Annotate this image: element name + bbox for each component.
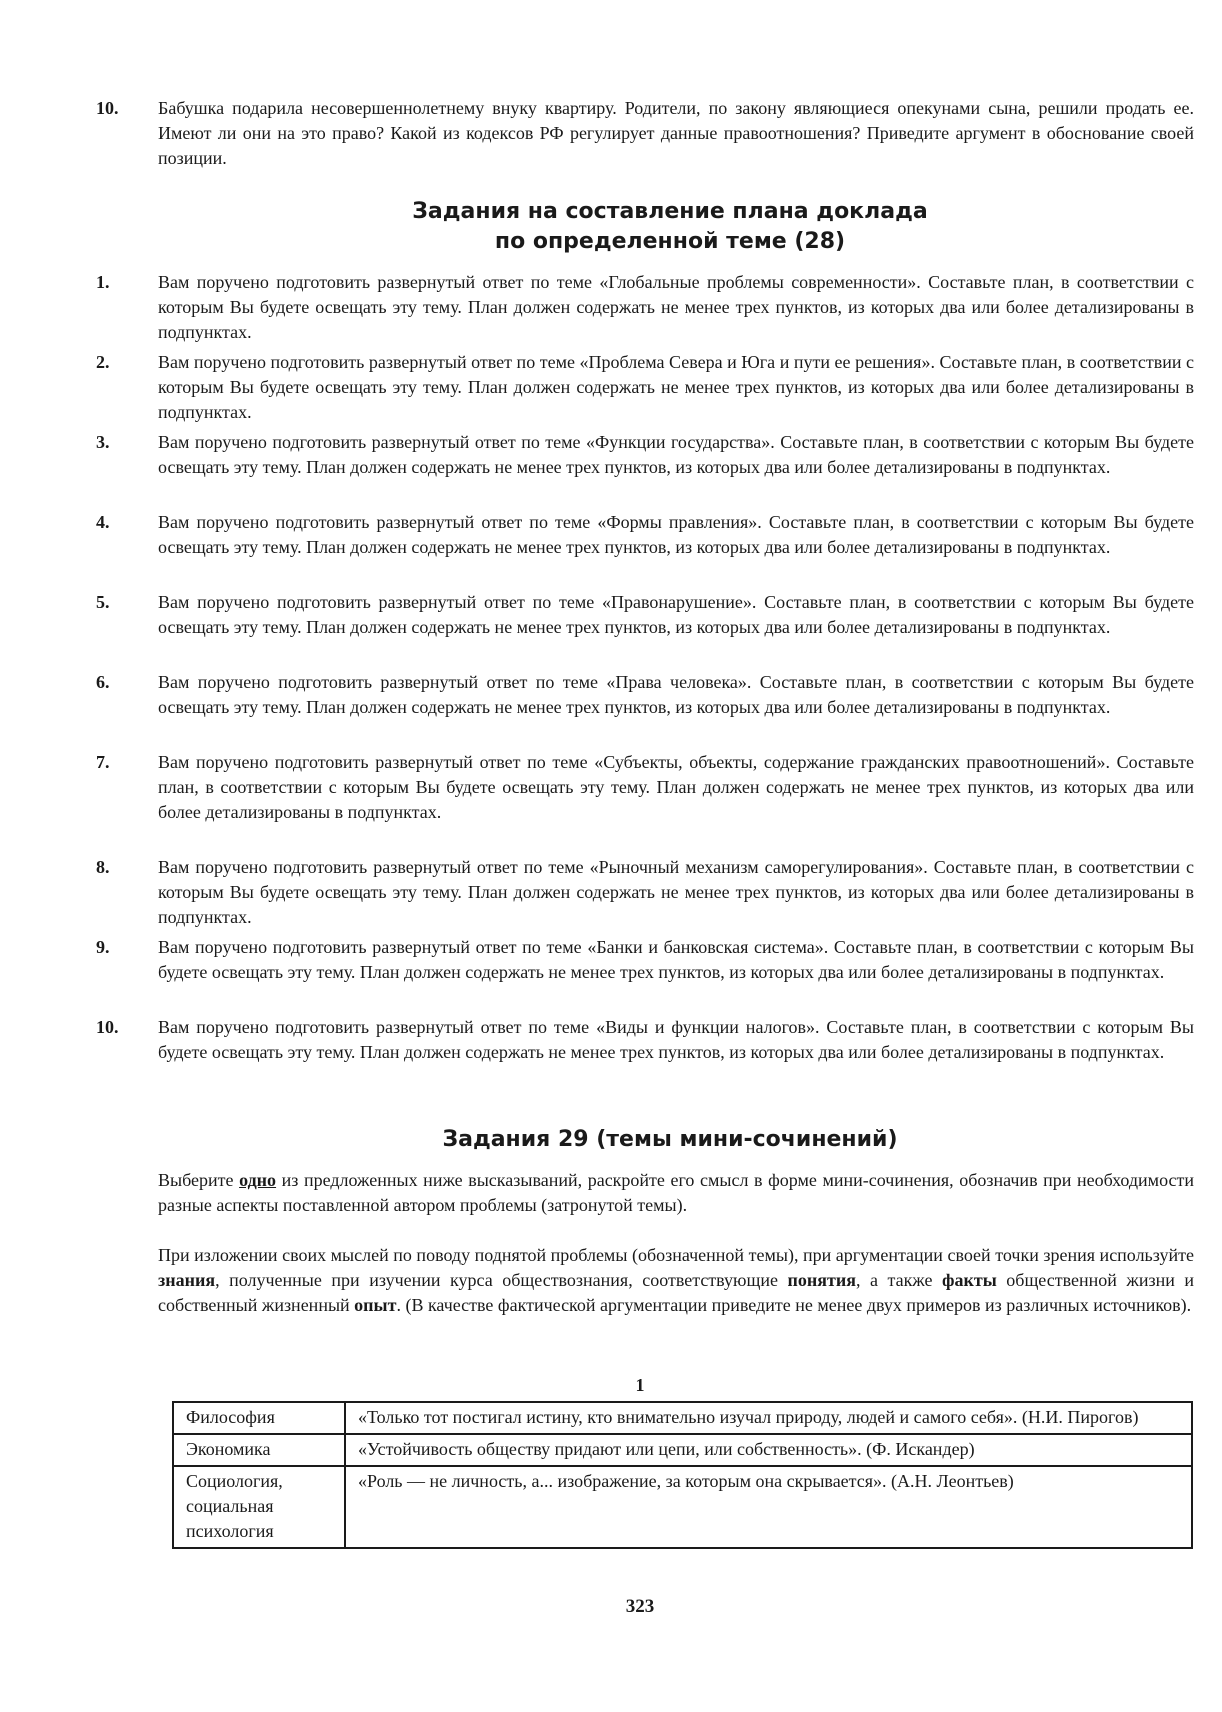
quote-cell: «Только тот постигал истину, кто внимательно изучал природу, людей и самого себя». (Н.И. Пирогов) <box>345 1402 1192 1434</box>
intro-bold: понятия <box>787 1270 856 1290</box>
intro-text: , а также <box>855 1270 943 1290</box>
task-text: Вам поручено подготовить развернутый ответ по теме «Виды и функции налогов». Составьте план, в соответствии с которым Вы будете освещать эту тему. План должен содержать не менее трех пунктов, из которых два или более детализированы в подпунктах. <box>158 1017 1194 1062</box>
task-number: 9. <box>96 937 110 957</box>
task-text: Вам поручено подготовить развернутый ответ по теме «Проблема Севера и Юга и пути ее решения». Составьте план, в соответствии с которым Вы будете освещать эту тему. План должен содержать не менее трех пунктов, из которых два или более детализированы в подпунктах. <box>158 352 1194 422</box>
task-number: 10. <box>96 98 119 118</box>
intro-text: Выберите <box>158 1170 240 1190</box>
task-text: Вам поручено подготовить развернутый ответ по теме «Формы правления». Составьте план, в соответствии с которым Вы будете освещать эту тему. План должен содержать не менее трех пунктов, из которых два или более детализированы в подпунктах. <box>158 512 1194 557</box>
section-29-intro-2 <box>158 1243 1194 1318</box>
subject-cell: Экономика <box>173 1434 345 1466</box>
subject-cell: Социология, социальная психология <box>173 1466 345 1548</box>
section-28-title-line1: Задания на составление плана доклада <box>412 199 928 224</box>
task-number: 8. <box>96 857 110 877</box>
intro-bold: знания <box>158 1270 216 1290</box>
task-text: Бабушка подарила несовершеннолетнему внуку квартиру. Родители, по закону являющиеся опекунами сына, решили продать ее. Имеют ли они на это право? Какой из кодексов РФ регулирует данные правоотношения? Приведите аргумент в обоснование своей позиции. <box>158 98 1194 168</box>
task-number: 4. <box>96 512 110 532</box>
task-text: Вам поручено подготовить развернутый ответ по теме «Права человека». Составьте план, в соответствии с которым Вы будете освещать эту тему. План должен содержать не менее трех пунктов, из которых два или более детализированы в подпунктах. <box>158 672 1194 717</box>
table-row <box>173 1466 1192 1548</box>
task-text: Вам поручено подготовить развернутый ответ по теме «Правонарушение». Составьте план, в соответствии с которым Вы будете освещать эту тему. План должен содержать не менее трех пунктов, из которых два или более детализированы в подпунктах. <box>158 592 1194 637</box>
subject-cell: Философия <box>173 1402 345 1434</box>
task-text: Вам поручено подготовить развернутый ответ по теме «Рыночный механизм саморегулирования». Составьте план, в соответствии с которым Вы будете освещать эту тему. План должен содержать не менее трех пунктов, из которых два или более детализированы в подпунктах. <box>158 857 1194 927</box>
table-row <box>173 1434 1192 1466</box>
plan-task-8 <box>96 855 1196 930</box>
plan-task-2 <box>96 350 1196 425</box>
task-number: 10. <box>96 1017 119 1037</box>
intro-bold: опыт <box>354 1295 397 1315</box>
task-number: 7. <box>96 752 110 772</box>
intro-text: . (В качестве фактической аргументации приведите не менее двух примеров из различных источников). <box>396 1295 1192 1315</box>
quote-cell: «Устойчивость обществу придают или цепи, или собственность». (Ф. Искандер) <box>345 1434 1192 1466</box>
quote-cell: «Роль — не личность, а... изображение, за которым она скрывается». (А.Н. Леонтьев) <box>345 1466 1192 1548</box>
section-28-title-line2: по определенной теме (28) <box>494 229 846 254</box>
plan-task-1 <box>96 270 1196 345</box>
page-number: 323 <box>625 1596 655 1617</box>
intro-text: , полученные при изучении курса обществознания, соответствующие <box>215 1270 788 1290</box>
task-text: Вам поручено подготовить развернутый ответ по теме «Субъекты, объекты, содержание гражданских правоотношений». Составьте план, в соответствии с которым Вы будете освещать эту тему. План должен содержать не менее трех пунктов, из которых два или более детализированы в подпунктах. <box>158 752 1194 822</box>
quotes-table <box>172 1401 1193 1549</box>
plan-task-7 <box>96 750 1196 825</box>
section-29-title: Задания 29 (темы мини-сочинений) <box>442 1127 898 1152</box>
task-text: Вам поручено подготовить развернутый ответ по теме «Функции государства». Составьте план, в соответствии с которым Вы будете освещать эту тему. План должен содержать не менее трех пунктов, из которых два или более детализированы в подпунктах. <box>158 432 1194 477</box>
task-number: 3. <box>96 432 110 452</box>
intro-bold: факты <box>942 1270 997 1290</box>
task-text: Вам поручено подготовить развернутый ответ по теме «Глобальные проблемы современности». Составьте план, в соответствии с которым Вы будете освещать эту тему. План должен содержать не менее трех пунктов, из которых два или более детализированы в подпунктах. <box>158 272 1194 342</box>
plan-task-3 <box>96 430 1196 480</box>
intro-text: из предложенных ниже высказываний, раскройте его смысл в форме мини-сочинения, обозначив при необходимости разные аспекты поставленной автором проблемы (затронутой темы). <box>158 1170 1195 1215</box>
intro-text: При изложении своих мыслей по поводу поднятой проблемы (обозначенной темы), при аргументации своей точки зрения используйте <box>158 1245 1194 1265</box>
task-number: 6. <box>96 672 110 692</box>
section-29-intro-1 <box>158 1168 1194 1218</box>
plan-task-10 <box>96 1015 1196 1065</box>
plan-task-5 <box>96 590 1196 640</box>
plan-task-4 <box>96 510 1196 560</box>
task-number: 5. <box>96 592 110 612</box>
table-number: 1 <box>635 1375 645 1395</box>
intro-text: общественной жизни и собственный жизненный <box>158 1270 1195 1315</box>
table-row <box>173 1402 1192 1434</box>
task-text: Вам поручено подготовить развернутый ответ по теме «Банки и банковская система». Составьте план, в соответствии с которым Вы будете освещать эту тему. План должен содержать не менее трех пунктов, из которых два или более детализированы в подпунктах. <box>158 937 1194 982</box>
task-number: 1. <box>96 272 110 292</box>
task-10-previous-section <box>96 96 1196 171</box>
plan-task-6 <box>96 670 1196 720</box>
task-number: 2. <box>96 352 110 372</box>
intro-emphasis: одно <box>239 1170 277 1190</box>
plan-task-9 <box>96 935 1196 985</box>
